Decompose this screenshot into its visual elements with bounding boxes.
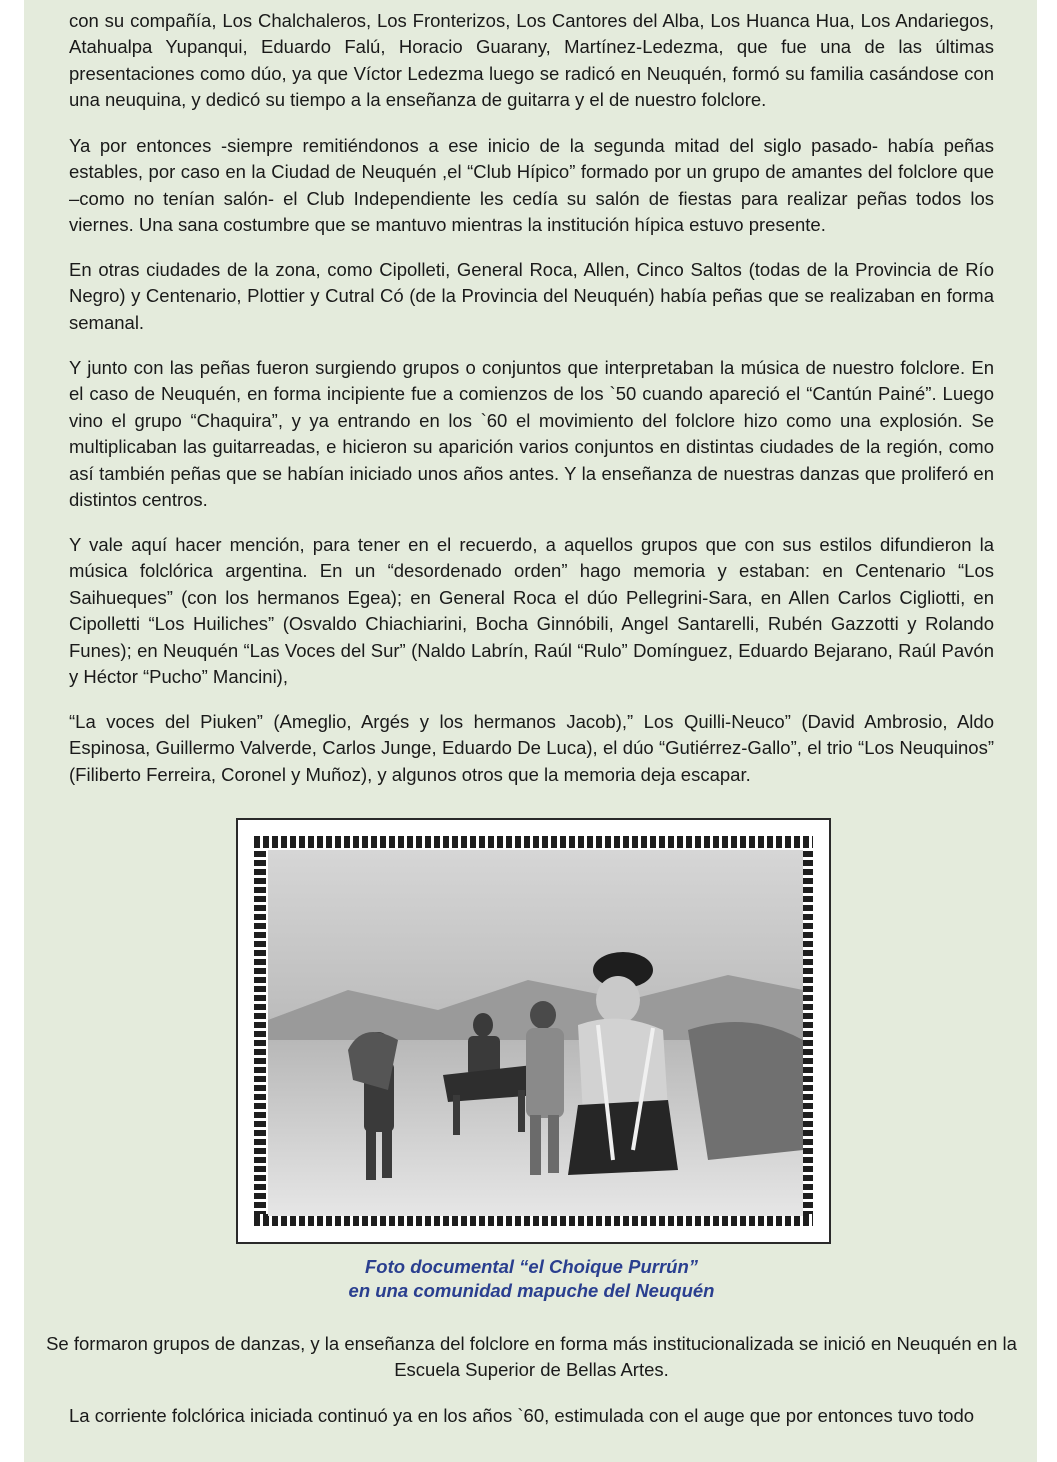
paragraph-5: Y vale aquí hacer mención, para tener en el recuerdo, a aquellos grupos que con sus estilos difundieron la música folclórica argentina. En un “desordenado orden” hago memoria y estaban: en Centenario “Los Saihueques” (con los hermanos Egea); en General Roca el dúo Pellegrini-Sara, en Allen Carlos Cigliotti, en Cipolletti “Los Huiliches” (Osvaldo Chiachiarini, Bocha Ginnóbili, Angel Santarelli, Rubén Gazzotti y Rolando Funes); en Neuquén “Las Voces del Sur” (Naldo Labrín, Raúl “Rulo” Domínguez, Eduardo Bejarano, Raúl Pavón y Héctor “Pucho” Mancini),	[69, 534, 994, 688]
photo-caption-line-1: Foto documental “el Choique Purrún”	[365, 1256, 698, 1277]
paragraph-3: En otras ciudades de la zona, como Cipolleti, General Roca, Allen, Cinco Saltos (todas de la Provincia de Río Negro) y Centenario, Plottier y Cutral Có (de la Provincia del Neuquén) había peñas que se realizaban en forma semanal.	[69, 259, 994, 333]
paragraph-2: Ya por entonces -siempre remitiéndonos a ese inicio de la segunda mitad del siglo pasado- había peñas estables, por caso en la Ciudad de Neuquén ,el “Club Hípico” formado por un grupo de amantes del folclore que –como no tenían salón- el Club Independiente les cedía su salón de fiestas para realizar peñas todos los viernes. Una sana costumbre que se mantuvo mientras la institución hípica estuvo presente.	[69, 135, 994, 236]
paragraph-8: La corriente folclórica iniciada continuó ya en los años `60, estimulada con el auge que por entonces tuvo todo	[69, 1405, 975, 1426]
paragraph-4: Y junto con las peñas fueron surgiendo grupos o conjuntos que interpretaban la música de nuestro folclore. En el caso de Neuquén, en forma incipiente fue a comienzos de los `50 cuando apareció el “Cantún Painé”. Luego vino el grupo “Chaquira”, y ya entrando en los `60 el movimiento del folclore hizo como una explosión. Se multiplicaban las guitarreadas, e hicieron su aparición varios conjuntos en distintas ciudades de la región, como así también peñas que se habían iniciado unos años antes. Y la enseñanza de nuestras danzas que proliferó en distintos centros.	[69, 357, 994, 511]
document-page	[24, 0, 1037, 1462]
paragraph-7: Se formaron grupos de danzas, y la enseñanza del folclore en forma más institucionalizada se inició en Neuquén en la Escuela Superior de Bellas Artes.	[46, 1333, 1017, 1381]
paragraph-1: con su compañía, Los Chalchaleros, Los Fronterizos, Los Cantores del Alba, Los Huanca Hua, Los Andariegos, Atahualpa Yupanqui, Eduardo Falú, Horacio Guarany, Martínez-Ledezma, que fue una de las últimas presentaciones como dúo, ya que Víctor Ledezma luego se radicó en Neuquén, formó su familia casándose con una neuquina, y dedicó su tiempo a la enseñanza de guitarra y el de nuestro folclore.	[69, 10, 994, 111]
photo-image	[268, 850, 803, 1216]
paragraph-6: “La voces del Piuken” (Ameglio, Argés y los hermanos Jacob),” Los Quilli-Neuco” (David Ambrosio, Aldo Espinosa, Guillermo Valverde, Carlos Junge, Eduardo De Luca), el dúo “Gutiérrez-Gallo”, el trio “Los Neuquinos” (Filiberto Ferreira, Coronel y Muñoz), y algunos otros que la memoria deja escapar.	[69, 711, 994, 785]
documentary-photo	[236, 818, 831, 1244]
photo-caption-line-2: en una comunidad mapuche del Neuquén	[348, 1280, 715, 1301]
